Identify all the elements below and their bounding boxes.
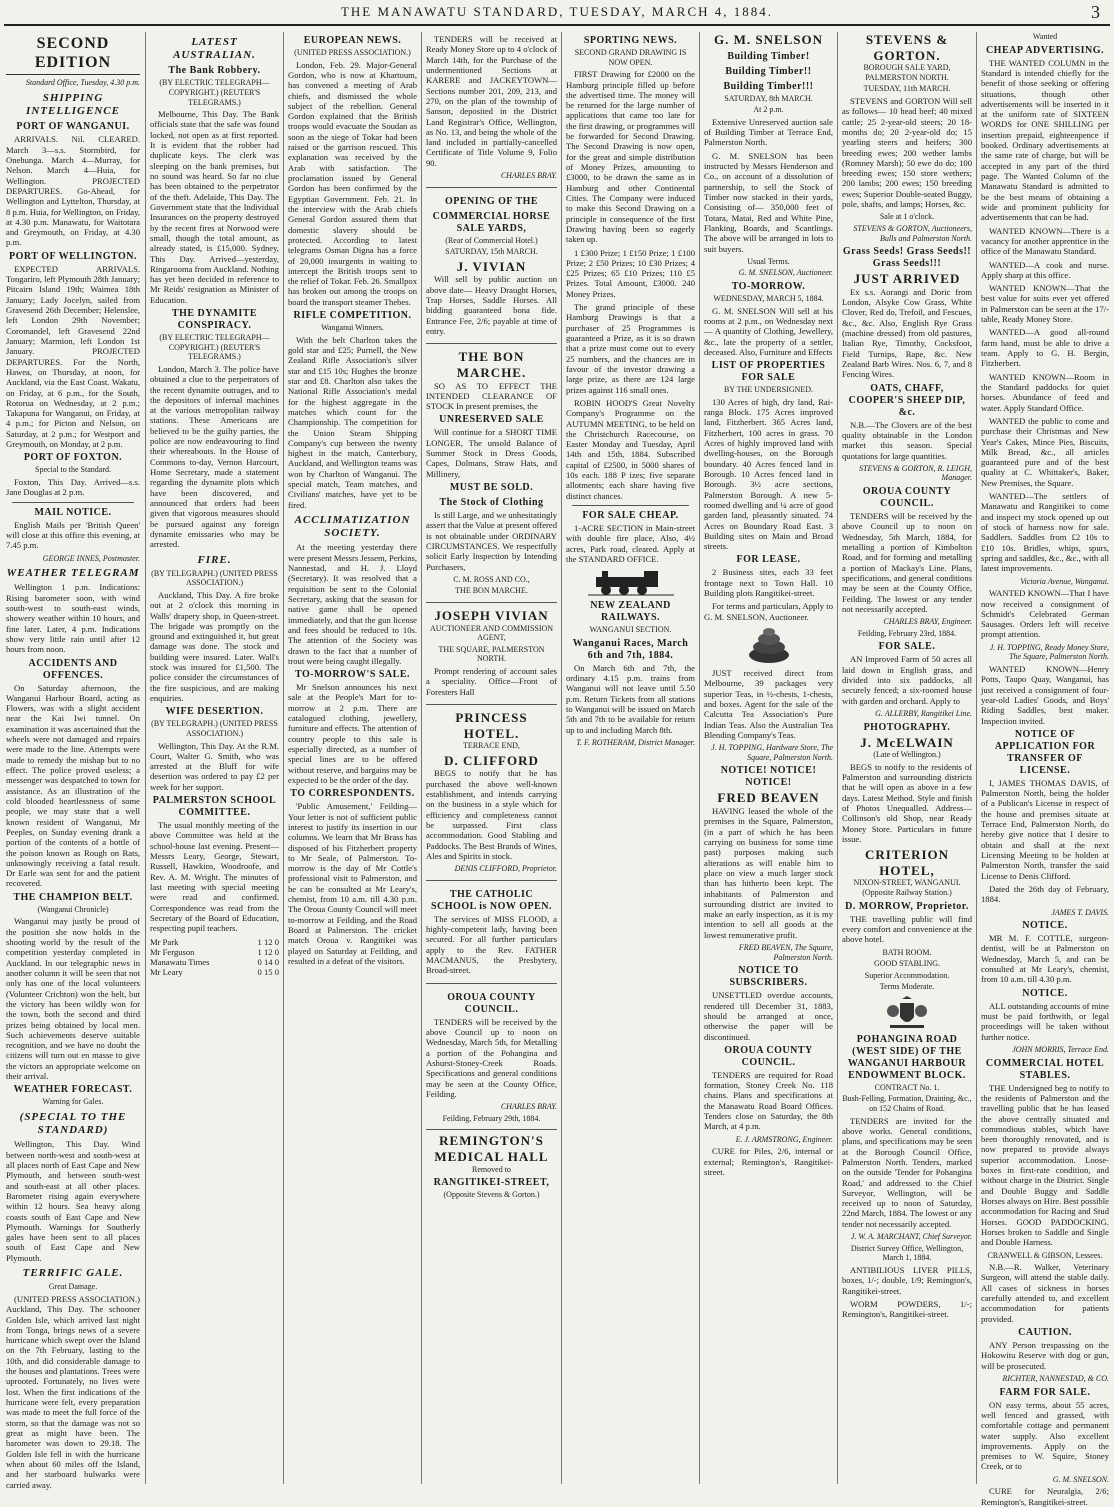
foxton-sub: Special to the Standard. <box>35 465 111 475</box>
wanted-item: WANTED KNOWN—Room in the Standard paddocks for quiet horses. Abundance of feed and water. Apply Standard Office. <box>981 371 1109 413</box>
school-committee-heading: PALMERSTON SCHOOL COMMITTEE. <box>152 795 277 819</box>
accidents-heading: ACCIDENTS AND OFFENCES. <box>28 657 118 681</box>
rifle-sub: Wanganui Winners. <box>321 323 384 333</box>
dynamite-text: London, March 3. The police have obtained a clue to the perpetrators of the recent dynamite outrages, and to the depositors of infernal machines at the various metropolitan railway stations. These Americans are believed to be the guilty parties, the police are now endeavouring to find their whereabouts. In the House of Commons to-day, Vernon Harcourt, Home Secretary, made a statement regarding the dynamite plots which have been discovered, and announced that orders had been given that vigorous measures should be pursued against any foreign dynamite emissaries who may be arrested. <box>150 363 279 550</box>
pohangina-sub: Bush-Felling, Formation, Draining, &c., on 152 Chains of Road. <box>842 1094 972 1114</box>
stevens-gorton-heading: STEVENS & GORTON. <box>865 32 949 63</box>
champion-belt-text: Wanganui may justly be proud of the position she now holds in the shooting world by the result of the competition yesterday completed in Auckland. In our telegraphic news in another column it will be seen that not only has one of the local volunteers (Volunteer Crichton) won the belt, but the victory has been wildly won for the town, both the second and third prizes being obtained by local men. Such achievements deserve suitable recognition, and we have no doubt the citizens will turn out en masse to give the victors an appropriate welcome on their arrival. <box>6 916 140 1082</box>
caution-heading: CAUTION. <box>1018 1327 1072 1339</box>
table-row <box>150 957 279 967</box>
criterion-name: D. MORROW, Proprietor. <box>845 900 969 912</box>
railways-heading: NEW ZEALAND RAILWAYS. <box>590 600 671 624</box>
bon-marche-text: Will continue for a SHORT TIME LONGER, The unsold Balance of Summer Stock in Dress Goods, Capes, Dolmans, Straw Hats, and Millinery, <box>426 427 557 479</box>
cheap-advertising-heading: CHEAP ADVERTISING. <box>985 44 1105 56</box>
mail-notice-text: English Mails per 'British Queen' will close at this office this evening, at 7.45 p.m. <box>6 519 140 551</box>
pohangina-heading: POHANGINA ROAD (WEST SIDE) OF THE WANGANUI HARBOUR ENDOWMENT BLOCK. <box>847 1033 967 1081</box>
criterion-bath: BATH ROOM. <box>882 947 932 957</box>
beaven-heading: FRED BEAVEN <box>717 790 820 806</box>
payment-name: Mr Leary <box>150 967 183 978</box>
locomotive-icon <box>586 567 676 597</box>
remington-street: RANGITIKEI-STREET, <box>433 1177 550 1189</box>
terms-text: Usual Terms. <box>747 256 790 266</box>
cure-piles-text: CURE for Piles, 2/6, internal or external; Remington's, Rangitikei-street. <box>704 1146 833 1177</box>
vivian-text: Prompt rendering of account sales a speciality. Office—Front of Foresters Hall <box>426 666 557 697</box>
catholic-school-text: The services of MISS FLOOD, a highly-competent lady, having been secured. For all further particulars apply to the Rev. FATHER MACMANUS, the Presbytery, Broad-street. <box>426 913 557 976</box>
bon-marche-ad <box>426 347 557 603</box>
railways-text: On March 6th and 7th, the ordinary 4.15 p.m. trains from Wanganui will not leave until 5.50 p.m. Return Tickets from all stations to Wanganui will be issued on March 5th and 7th to be available for return up to and including March 8th. <box>566 662 695 735</box>
horse-sale-ad <box>426 191 557 345</box>
bon-marche-stock-heading: The Stock of Clothing <box>439 497 544 508</box>
beehive-icon <box>744 625 794 665</box>
stevens-gorton-text: STEVENS and GORTON Will sell as follows— 10 head beef; 40 mixed cattle; 25 2-year-old steers; 20 18-months do; 20 2-year-old do; 15 yearling steers and heifers; 300 breeding ewes; 200 wether lambs (Romney Marsh); 50 ewe do do; 100 breeding ewes; 150 store wethers; 200 lambs; 200 ewes; 150 breeding ewes; Superior Double-seated Buggy, pole, shafts, and lamps; Horses, &c. <box>842 95 972 210</box>
column-separator <box>145 32 146 1484</box>
princess-hotel-heading: PRINCESS HOTEL. <box>455 709 528 741</box>
stevens-gorton-time: Sale at 1 o'clock. <box>879 212 935 222</box>
oroua2-text: TENDERS are required for Road formation, Stoney Creek No. 118 chains. Plans and specifications at the Manawatu Road Board Offices. Tenders close on Saturday, the 8th March, at 4 p.m. <box>704 1069 833 1132</box>
tea-text: JUST received direct from Melbourne, 39 packages very superior Teas, in ½-chests, 1-chests, and boxes. Agent for the sale of the Calcutta Tea Association's Pure Indian Teas. Also the Australian Tea Blending Company's Teas. <box>704 668 833 740</box>
tomorrow-sale-heading: TO-MORROW'S SALE. <box>295 669 410 681</box>
masthead-rule <box>4 24 1110 26</box>
notice-cottle-text: MR M. F. COTTLE, surgeon-dentist, will be at Palmerston on Wednesday, March 5, and can be consulted at Mr Leary's, chemist, from 10 a.m. till 4.30 p.m. <box>981 933 1109 985</box>
bon-marche-sale: UNRESERVED SALE <box>439 414 544 426</box>
timber-sub: Building Timber!! <box>725 65 812 77</box>
stables-text: THE Undersigned beg to notify to the residents of Palmerston and the travelling public that he has leased the above centrally situated and commodious stables, which have been thoroughly renovated, and is now prepared to provide always superior accommodation. Loose-boxes in first-rate condition, and without charge in the District. Single and Double Buggy and Saddle Horses always on Hire. Best possible accommodation for Racing and Stud Horses. GOOD PADDOCKING. Horses broken to Saddle and Single and Double Harness. <box>981 1082 1109 1248</box>
subscribers-text: UNSETTLED overdue accounts, rendered till December 31, 1883, should be arranged at once, otherwise the paper will be discontinued. <box>704 990 833 1042</box>
remington-sub: Removed to <box>472 1164 511 1174</box>
horse-opening: OPENING OF THE <box>444 195 539 207</box>
caution-sign: RICHTER, NANNESTAD, & CO. <box>1002 1373 1109 1383</box>
column-1 <box>6 32 140 1490</box>
school-committee-text: The usual monthly meeting of the above Committee was held at the school-house last evening. Present—Messrs Leary, George, Stewart, Russell, Hawkins, Woodroofe, and Rev. A. M. Wright. The minutes of last meeting with special meeting were read and confirmed. Correspondence was read from the Secretary of the Board of Education, respecting pupil teachers. <box>150 820 279 934</box>
mail-notice-heading: MAIL NOTICE. <box>34 506 112 518</box>
railways-sign: T. F. ROTHERAM, District Manager. <box>576 738 695 748</box>
weather-forecast-sub: Warning for Gales. <box>42 1097 104 1107</box>
payment-name: Mr Ferguson <box>150 946 195 957</box>
lease-heading: FOR LEASE. <box>736 554 801 566</box>
accidents-text: On Saturday afternoon, the Wanganui Harbour Board, acting as Flowers, was with a slight accident near the Kai Iwi tunnel. On examination it was ascertained that the wheels were not damaged and repairs were made to the line. Attempts were made to remedy the mishap but to no effect. The police proved useless; a messenger was despatched to town for assistance. As an illustration of the cold blooded heartlessness of some people, we may state that a well known resident of Wanganui, Mr Peeples, on Sunday evening drank a portion of the contents of a bottle of the poison known as Rough on Rats, unknowingly receiving a fatal result. Dr Earle was sent for and the patient recovered. <box>6 682 140 889</box>
wanted-item-sign: Victoria Avenue, Wanganui. <box>1020 576 1109 586</box>
column-7 <box>842 32 972 1484</box>
tomorrow-date: WEDNESDAY, MARCH 5, 1884. <box>713 294 824 304</box>
terrific-gale-sub: Great Damage. <box>48 1282 98 1292</box>
criterion-heading: CRITERION HOTEL, <box>864 847 950 878</box>
stevens-gorton-sign: STEVENS & GORTON, Auctioneers, Bulls and Palmerston North. <box>853 224 972 243</box>
column-8 <box>981 32 1109 1507</box>
horse-auctioneer: J. VIVIAN <box>456 258 527 274</box>
column-separator <box>561 32 562 1484</box>
tomorrow-heading: TO-MORROW. <box>731 281 806 293</box>
wife-desertion-sub: (BY TELEGRAPH.) (UNITED PRESS ASSOCIATION.) <box>151 719 278 738</box>
pohangina-contract: CONTRACT No. 1. <box>874 1082 940 1092</box>
oroua-council-date: Feilding, February 29th, 1884. <box>442 1113 541 1123</box>
masthead-title: THE MANAWATU STANDARD, TUESDAY, MARCH 4, 1884. <box>340 4 774 19</box>
bon-marche-sign1: C. M. ROSS AND CO., <box>453 574 530 584</box>
pohangina-text: TENDERS are invited for the above works. General conditions, plans, and specifications may be seen at the Borough Council Office, Palmerston North. Tenders, marked on the outside 'Tender for Pohangina Road,' and addressed to the Chief Surveyor, Wellington, will be received up to noon of Saturday, 22nd March, 1884. The lowest or any tender not necessarily accepted. <box>842 1115 972 1229</box>
photography-name: J. McELWAIN <box>860 734 954 750</box>
column-separator <box>699 32 700 1484</box>
bank-robbery-heading: The Bank Robbery. <box>168 65 261 77</box>
horse-sale-heading: COMMERCIAL HORSE SALE YARDS, <box>432 210 551 234</box>
timber-text: Extensive Unreserved auction sale of Building Timber at Terrace End, Palmerston North. <box>704 116 833 148</box>
railways-sub: WANGANUI SECTION. <box>589 625 672 635</box>
horse-sale-sub: (Rear of Commercial Hotel.) <box>445 235 538 245</box>
sporting-text: FIRST Drawing for £2000 on the Hamburg principle filled up before the advertised time. The money will be returned for the large number of applications that came too late for the first drawing, or programmes will be forwarded for Second Drawing. The Second Drawing is now open, for the great and simple distribution of Money Prizes, amounting to £3000, to be drawn the same as in Hamburg and other Continental Cities. The Company were induced to make this Second Drawing on a principle in consequence of the first Drawing having been so eagerly taken up. <box>566 69 695 245</box>
remington-ad <box>426 1133 557 1199</box>
champion-belt-sub: (Wanganui Chronicle) <box>37 904 109 914</box>
wanganui-port-heading: PORT OF WANGANUI. <box>16 121 130 133</box>
lease-sign: For terms and particulars, Apply to G. M. SNELSON, Auctioneer. <box>704 601 833 622</box>
payment-amount: 1 12 0 <box>257 936 279 947</box>
oroua-council-text: TENDERS will be received by the above Council up to noon on Wednesday, March 5th, for Metalling a portion of the Pohangina and Ashurst-Stoney-Creek Roads. Specifications and general conditions may be seen at the County Office, Feilding. <box>426 1016 557 1099</box>
for-sale-text: AN Improved Farm of 50 acres all laid down in English grass, and divided into six paddocks, all securely fenced; a six-roomed house with garden and orchard. Apply to <box>842 654 972 706</box>
gms-text: G. M. SNELSON has been instructed by Messrs Henderson and Co., on account of a dissolution of partnership, to sell the Stock of Timber now stacked in their yards, Consisting of— 350,000 feet of Totara, Matai, Red and White Pine, Flanking, Boards, and Scantlings. The above will be arranged in lots to suit buyers. <box>704 150 833 254</box>
princess-hotel-sign: DENIS CLIFFORD, Proprietor. <box>454 864 557 874</box>
wellington-port-heading: PORT OF WELLINGTON. <box>9 250 137 262</box>
princess-hotel-text: BEGS to notify that he has purchased the above well-known establishment, and intends carrying on the business in a style which for efficiency and completeness cannot be surpassed. First class accommodation. Good Stabling and Paddocks. The Best Brands of Wines, Ales and Spirits in stock. <box>426 768 557 861</box>
fire-text: Auckland, This Day. A fire broke out at 2 o'clock this morning in Walls' drapery shop, in Queen-street. The brigade was promptly on the ground and extinguished it, but great damage was done. The stock and building were insured. Later. Wall's stock was insured for £1,500. The police consider the circumstances of the fire suspicious, and are making enquiries. <box>150 589 279 703</box>
weather-telegram-text: Wellington 1 p.m. Indications: Rising barometer soon, with wind south-west to south-east winds, showery weather within 10 hours, and fine later. Later, 4 p.m. Indications show very little rain until after 12 hours from noon. <box>6 582 140 655</box>
remington-addr: (Opposite Stevens & Gorton.) <box>443 1190 540 1200</box>
oroua2-heading: OROUA COUNTY COUNCIL. <box>724 1044 813 1068</box>
grass-seeds-heading: Grass Seeds! Grass Seeds!! Grass Seeds!!! <box>842 246 972 270</box>
for-sale-cheap-text: 1-ACRE SECTION in Main-street with double fire place, Also, 4½ acres, Park road, cleared. Apply at the STANDARD OFFICE. <box>566 523 695 564</box>
fire-sub: (BY TELEGRAPH.) (UNITED PRESS ASSOCIATION.) <box>151 568 278 588</box>
acclimatization-text: At the meeting yesterday there were present Messrs Jessem, Perkins, Nannestad, and H. J. Lloyd (Secretary). It was resolved that a requisition be sent to the Colonial Secretary, asking that the season for native game shall be opened immediately, and that the gun license and fees should be reduced to 10s. The attention of the Society was drawn to the fact that a number of trout were being caught illegally. <box>288 542 417 666</box>
mail-notice-sign: GEORGE INNES, Postmaster. <box>42 553 140 563</box>
catholic-school-ad <box>426 884 557 984</box>
tenders-sign: CHARLES BRAY. <box>500 171 557 181</box>
weather-forecast-text: Wellington, This Day. Wind between north-west and south-west at all places north of East Cape and New Plymouth, and between south-west and south-east at all other places. Barometer rising again everywhere within 12 hours. Sea heavy along coasts south of East Cape and New Plymouth. Warnings for Southerly gales have been sent to all places south of East Cape and New Plymouth. <box>6 1139 140 1263</box>
column-4 <box>426 32 557 1484</box>
payment-name: Mr Park <box>150 936 179 947</box>
properties-heading: LIST OF PROPERTIES FOR SALE <box>711 360 826 384</box>
wife-desertion-text: Wellington, This Day. At the R.M. Court, Walter G. Smith, who was arrested at the Bluff for wife desertion was ordered to pay £2 per week for her support. <box>150 740 279 792</box>
tenders-text: TENDERS will be received at Ready Money Store up to 4 o'clock of March 14th, for the Purchase of the undermentioned Sections at KARERE and JACKEYTOWN—Sections number 201, 209, 213, and 270, on the plan of the township of Sanson, deposited in the District Land Registrar's Office, Wellington, as No. 13, and being the whole of the land included in partially-cancelled Certificate of Title Volume 9, Folio 90. <box>426 34 557 168</box>
stevens-gorton-date: TUESDAY, 11th MARCH. <box>863 84 951 94</box>
sporting-text-2: The grand principle of these Hamburg Drawings is that a purchaser of 25 Programmes is guaranteed a Prize, as it is so drawn that a prize must come out to every 25 numbers, and the chances are in favour of the investor drawing a large prize, as there are 124 large prizes against 116 small ones. <box>566 302 695 395</box>
notice-cottle-heading: NOTICE. <box>1022 920 1068 932</box>
table-row <box>150 937 279 947</box>
oroua-council-heading: OROUA COUNTY COUNCIL. <box>447 991 536 1015</box>
page-number: 3 <box>1091 2 1100 22</box>
table-row <box>150 967 279 977</box>
timber-sub2: Building Timber!!! <box>723 80 814 92</box>
bon-marche-sign2: THE BON MARCHE. <box>455 586 528 596</box>
notice-morris-sign: JOHN MORRIS, Terrace End. <box>1012 1044 1109 1054</box>
oroua-council-sign-2: CHARLES BRAY, Engineer. <box>883 617 972 627</box>
snelson-heading: G. M. SNELSON <box>713 32 824 47</box>
criterion-terms: Terms Moderate. <box>879 982 935 992</box>
properties-text: 130 Acres of high, dry land, Rai-ranga Block. 175 Acres improved land, Fitzherbert. 365 Acres land, Fitzherbert, 100 acres in grass. 70 Acres of highly improved land with dwelling-houses, on the Borough boundary. 40 Acres fenced land in Borough. 10 Acres fenced land in Borough. 3½ acre sections, Palmerston Borough. A new 5-roomed dwelling and ¼ acre of good garden land, pleasantly situated. 74 Acres on Boundary Road East. 3 Building sites on Main and Broad streets. <box>704 396 833 552</box>
topping-sign: J. H. TOPPING, Hardware Store, The Square, Palmerston North. <box>711 743 833 762</box>
wanted-item: WANTED KNOWN—That I have now received a consignment of Schmidt's Celebrated German Sausages. Orders left will receive prompt attention. <box>981 588 1109 640</box>
timber-time: At 2 p.m. <box>753 105 784 115</box>
wanted-item: WANTED the public to come and purchase their Christmas and New Year's Cakes, Mince Pies, Biscuits, Milk Bread, &c., all articles guaranteed pure and of the best quality at C. Whittaker's, Baker, New Premises, the Square. <box>981 415 1109 488</box>
clover-sign: STEVENS & GORTON, R. LEIGH, Manager. <box>859 463 972 483</box>
horse-sale-text: Will sell by public auction on above date— Heavy Draught Horses, Trap Horses, Saddle Horses. All bidding guaranteed bona fide. Entrance Fee, 2/6; payable at time of entry. <box>426 274 557 336</box>
correspondents-heading: TO CORRESPONDENTS. <box>290 788 415 800</box>
cheap-top: Wanted <box>1032 32 1058 41</box>
license-heading: NOTICE OF APPLICATION FOR TRANSFER OF LICENSE. <box>994 728 1096 776</box>
divider <box>12 502 134 503</box>
shipping-heading: SHIPPING INTELLIGENCE <box>26 91 120 118</box>
railways-event: Wanganui Races, March 6th and 7th, 1884. <box>572 637 689 661</box>
payment-name: Manawatu Times <box>150 957 210 968</box>
remington-heading: REMINGTON'S MEDICAL HALL <box>434 1133 549 1164</box>
edition-heading: SECOND EDITION <box>6 34 140 75</box>
oroua-council-date-2: Feilding, February 23rd, 1884. <box>857 628 957 638</box>
column-separator <box>976 32 977 1484</box>
tenders-ad <box>426 32 557 188</box>
license-sign: JAMES T. DAVIS. <box>1051 907 1109 917</box>
latest-australian-heading: LATEST AUSTRALIAN. <box>173 36 256 62</box>
notice-heading: NOTICE! NOTICE! NOTICE! <box>720 765 817 789</box>
cure-neuralgia-text: CURE for Neuralgia, 2/6; Remington's, Rangitikei-street. <box>981 1486 1109 1507</box>
notice-morris-heading: NOTICE. <box>1022 987 1068 999</box>
vivian-title: AUCTIONEER AND COMMISSION AGENT, <box>429 623 554 643</box>
bank-robbery-text: Melbourne, This Day. The Bank officials state that the safe was found locked, not open as at first reported. It is evident that the robber had duplicate keys. The clerk was sleeping on the bank premises, but no sound was heard. So far no clue has been obtained to the perpetrator of the theft. Adelaide, This Day. The Government state that the Individual Insurances on the property destroyed by the recent fires at Norwood were small, though the total amount, as already stated, is £15,000. Sydney, This Day. Arrived—yesterday, Ringarooma from Auckland. Nothing has yet been decided in reference to Mr Reids' resignation as Minister of Education. <box>150 109 279 305</box>
stables-heading: COMMERCIAL HOTEL STABLES. <box>985 1057 1105 1081</box>
column-separator <box>837 32 838 1484</box>
vivian-ad <box>426 606 557 705</box>
weather-forecast-heading: WEATHER FORECAST. <box>13 1084 133 1096</box>
dynamite-sub: (BY ELECTRIC TELEGRAPH—COPYRIGHT.) (REUTER'S TELEGRAMS.) <box>159 333 270 362</box>
timber-heading: Building Timber! <box>727 50 810 62</box>
wellington-port-text: EXPECTED ARRIVALS. Tongariro, left Plymouth 28th January; Pitcairn Island 19th; Waimea 18th January; Lady Jocelyn, sailed from Gravesend 26th December; Helenslee, left London 29th November; Coromandel, left Gravesend 22nd January; Marmion, left London 1st January. PROJECTED DEPARTURES. For the North, Hawea, on Thursday, at noon, for Auckland, via the East Coast. Wakatu, on Friday, at 6 p.m., for the South, Rotorua on Wednesday, at 2 p.m.; Takapuna for Wanganui, on Friday, at 4 p.m.; for Picton and Nelson, on Saturday, at 2 p.m.; for Westport and Greymouth, on Monday, at 2 p.m. <box>6 263 140 450</box>
farm-heading: FARM FOR SALE. <box>999 1386 1091 1398</box>
princess-hotel-name: D. CLIFFORD <box>444 752 539 768</box>
masthead <box>0 0 1114 26</box>
column-separator <box>283 32 284 1484</box>
terrific-gale-heading: TERRIFIC GALE. <box>22 1267 124 1280</box>
vivian-name: JOSEPH VIVIAN <box>434 608 549 624</box>
just-arrived-heading: JUST ARRIVED <box>853 271 961 287</box>
farm-sign: G. M. SNELSON. <box>1052 1474 1109 1484</box>
for-sale-heading: FOR SALE. <box>878 641 936 653</box>
column-6 <box>704 32 833 1484</box>
correspondents-text: 'Public Amusement,' Feilding—Your letter is not of sufficient public interest to justify its insertion in our columns. We learn that Mr Brass has disposed of his Fitzherbert property to Mr Seale, of Palmerston. To-morrow is the day of Mr Cottle's professional visit to Palmerston, and he can be consulted at Mr Leary's, chemist, from 10 a.m. till 4.30 p.m. The Oroua County Council will meet to-morrow at Feilding, and the Road Board at Palmerston. The cricket match Oroua v. Rangitikei was played on Saturday at Feilding, and resulted in a defeat of the visitors. <box>288 801 417 966</box>
catholic-school-heading: THE CATHOLIC SCHOOL is NOW OPEN. <box>430 888 552 912</box>
wanted-item: WANTED—A good all-round farm hand, must be able to drive a team. Apply to G. H. Bergin, Fitzherbert. <box>981 327 1109 369</box>
pohangina-sign: J. W. A. MARCHANT, Chief Surveyor. <box>850 1232 972 1242</box>
photography-heading: PHOTOGRAPHY. <box>863 721 951 733</box>
wanganui-port-text: ARRIVALS. Nil. CLEARED. March 3—s.s. Stormbird, for Onehunga. March 4—Murray, for Nelson. March 4—Huia, for Wellington. PROJECTED DEPARTURES. Go-Ahead, for Wellington and Lyttelton, Thursday, at 8 p.m. Huia, for Wellington, on Friday, at 4.30 p.m. Manawatu, for Waitotara and Greymouth, on Friday, at 4.30 p.m. <box>6 134 140 248</box>
robin-hood-text: ROBIN HOOD'S Great Novelty Company's Programme on the AUTUMN MEETING, to be held on the Christchurch Racecourse, on Easter Monday and Tuesday, April 14th and 15th, 1884. Subscribed capital of £2500, in 5000 shares of 10s each. 188 P izes; five separate allotments; each share having five distinct chances. <box>566 397 695 501</box>
gms2-text: G. M. SNELSON Will sell at his rooms at 2 p.m., on Wednesday next— A quantity of Clothing, Jewellery, &c., late the property of a settler, deceased. Also, Furniture and Effects <box>704 305 833 357</box>
stables-nb: N.B.—R. Walker, Veterinary Surgeon, will attend the stable daily. All cases of sickness in horses carefully attended to, and excellent accommodation for patients provided. <box>981 1262 1109 1324</box>
payments-table <box>150 937 279 978</box>
vivian-addr: THE SQUARE, PALMERSTON NORTH. <box>438 644 545 664</box>
weather-telegram-heading: WEATHER TELEGRAM <box>6 567 140 580</box>
for-sale-cheap-heading: FOR SALE CHEAP. <box>582 510 679 521</box>
princess-hotel-ad <box>426 708 557 881</box>
weather-forecast-sub2: (SPECIAL TO THE STANDARD) <box>19 1110 127 1137</box>
photography-sub: (Late of Wellington.) <box>873 750 941 760</box>
column-separator <box>421 32 422 1484</box>
beaven-sign: FRED BEAVEN, The Square, Palmerston North. <box>738 943 833 962</box>
acclimatization-heading: ACCLIMATIZATION SOCIETY. <box>294 514 411 540</box>
clover-text: N.B.—The Clovers are of the best quality obtainable in the London market this season. Special quotations for large quantities. <box>842 419 972 461</box>
subscribers-heading: NOTICE TO SUBSCRIBERS. <box>729 965 808 989</box>
beaven-text: HAVING leased the whole of the premises in the Square, Palmerston, (in a part of which he has been carrying on business for some time past) purposes making such alterations as will enable him to place on view a much larger stock than has hitherto been kept. The inhabitants of Palmerston and surrounding district are invited to make an early inspection, as it is my intention to sell all goods at the lowest remunerative profit. <box>704 806 833 940</box>
criterion-stabling: GOOD STABLING. <box>873 959 941 969</box>
champion-belt-heading: THE CHAMPION BELT. <box>13 891 133 903</box>
table-row <box>150 947 279 957</box>
properties-sub: BY THE UNDERSIGNED. <box>723 385 814 395</box>
wanted-item: WANTED KNOWN—That the best value for suits ever yet offered in Palmerston can be seen at the 17/- table, Ready Money Store. <box>981 283 1109 325</box>
license-text: I, JAMES THOMAS DAVIS, of Palmerston North, being the holder of a Publican's License in respect of the house and premises situate at Terrace End, Palmerston North, do hereby give notice that I desire to obtain and shall at the next Licensing Meeting to be holden at Palmerston North, transfer the said License to Denis Clifford. <box>981 777 1109 881</box>
tomorrow-sale-text: Mr Snelson announces his next sale at the People's Mart for to-morrow at 2 p.m. There are catalogued clothing, jewellery, furniture and effects. The attention of country people to this sale is especially directed, as a number of special lines are to be offered without reserve, and bargains may be expected to be the order of the day. <box>288 682 417 785</box>
just-arrived-text: Ex s.s. Aorangi and Doric from London, Alsyke Cow Grass, White Clover, Red do, Trefoil, and Fescues, &c., &c. Also, English Rye Grass (machine dressed) from old pastures, Italian Rye, Timothy, Cocksfoot, Field Turnips, Rape, &c. New Zealand Barb Wires. Nos. 6, 7, and 8 Fencing Wires. <box>842 286 972 380</box>
criterion-sub: NIXON-STREET, WANGANUI. (Opposite Railway Station.) <box>853 878 961 897</box>
sporting-heading: SPORTING NEWS. <box>583 35 678 46</box>
payment-amount: 1 12 0 <box>257 946 279 957</box>
european-news-heading: EUROPEAN NEWS. <box>303 35 402 46</box>
dynamite-heading: THE DYNAMITE CONSPIRACY. <box>171 308 258 332</box>
foxton-text: Foxton, This Day. Arrived—s.s. Jane Douglas at 2 p.m. <box>6 477 140 498</box>
wife-desertion-heading: WIFE DESERTION. <box>165 706 264 718</box>
oroua2-sign: E. J. ARMSTRONG, Engineer. <box>735 1134 833 1144</box>
criterion-text: THE travelling public will find every comfort and convenience at the above hotel. <box>842 913 972 945</box>
sporting-sub: SECOND GRAND DRAWING IS NOW OPEN. <box>574 48 687 67</box>
column-3 <box>288 32 417 1484</box>
european-news-text: London, Feb. 29. Major-General Gordon, who is now at Khartoum, has convened a meeting of Arab chiefs, and dismissed the whole subject of the rebellion. General Gordon explained that the British troops would evacuate the Soudan as soon as the siege of Tokar had been raised or the garrison rescued. This explanation was received by the Arab with satisfaction. The proclamation issued by General Gordon has been confirmed by the Egyptian Government. Feb. 21. In the interview with the Arab chiefs General Gordon assured them that domestic slavery should be protected. According to latest telegrams Osman Digna has a force of 20,000 insurgents in waiting to intercept the British troops sent to the relief of Tokar. Feb. 26. Smallpox has broken out among the troops on board the transport steamer Thebes. <box>288 59 417 307</box>
bank-robbery-sub: (BY ELECTRIC TELEGRAPH—COPYRIGHT.) (REUTER'S TELEGRAMS.) <box>159 78 270 107</box>
prizes-text: 1 £300 Prize; 1 £150 Prize; 1 £100 Prize; 2 £50 Prizes; 10 £30 Prizes; 4 £25 Prizes; 65 £10 Prizes; 110 £5 Prizes. Total Amount, £3000. 240 Money Prizes. <box>566 247 695 299</box>
fire-heading: FIRE. <box>197 553 232 566</box>
oroua-council-ad <box>426 987 557 1131</box>
pohangina-office: District Survey Office, Wellington, March 1, 1884. <box>850 1243 964 1263</box>
divider <box>572 505 689 506</box>
wanted-item-sign: J. H. TOPPING, Ready Money Store, The Square, Palmerston North. <box>989 642 1109 662</box>
timber-date: SATURDAY, 8th MARCH. <box>724 93 813 103</box>
bon-marche-heading: THE BON MARCHE. <box>456 349 527 380</box>
worm-powders-text: WORM POWDERS, 1/-; Remington's, Rangitikei-street. <box>842 1298 972 1320</box>
bon-marche-intro: SO AS TO EFFECT THE INTENDED CLEARANCE OF STOCK In present premises, the <box>426 380 557 412</box>
license-date: Dated the 26th day of February, 1884. <box>981 883 1109 905</box>
wanted-item: WANTED—A cook and nurse. Apply sharp at this office. <box>981 259 1109 280</box>
criterion-accommodation: Superior Accommodation. <box>864 970 950 980</box>
column-5 <box>566 32 695 1484</box>
cheap-advertising-text: THE WANTED COLUMN in the Standard is intended chiefly for the benefit of those seeking or offering situations, though other advertisements will be inserted in it at the uniform rate of SIXTEEN WORDS for ONE SHILLING per insertion prepaid, eighteenpence if booked. Ordinary advertisements at the same rate of charge, but will be accepted in any part of the third page. The Wanted Column of the Manawatu Standard is admitted to be the best means of obtaining a wide and prominent publicity for advertisements that can be had. <box>981 57 1109 223</box>
caution-text: ANY Person trespassing on the Hokowitu Reserve with dog or gun, will be prosecuted. <box>981 1340 1109 1371</box>
photography-text: BEGS to notify to the residents of Palmerston and surrounding districts that he will open as above in a few days. Latest Method. Style and finish of Photos Unequalled. Address— Collinson's old Shop, near Ready Money Store. Particulars in future issue. <box>842 761 972 844</box>
lease-text: 2 Business sites, each 33 feet frontage next to Town Hall. 10 Building plots Rangitikei-street. <box>704 567 833 599</box>
payment-amount: 0 15 0 <box>257 967 279 978</box>
oroua-council-sign: CHARLES BRAY. <box>500 1102 557 1112</box>
foxton-port-heading: PORT OF FOXTON. <box>23 452 123 464</box>
bon-marche-stock-text: Is still Large, and we unhesitatingly assert that the Value at present offered is not obtainable under ORDINARY CIRCUMSTANCES. We respectfully solicit Early Inspection by Intending Purchasers, <box>426 510 557 572</box>
rifle-text: With the belt Charlton takes the gold star and £25; Purnell, the New Zealand Rifle Association's silver star and £15 10s; Hughes the bronze star and £8. Charlton also takes the National Rifle Association's medal for the highest aggregate in the matches which count for the Championship. The competition for the Union Steam Shipping Company's cup between the twenty highest in the match, Canterbury, Auckland, and Wellington teams was won by Charlton of Wanganui. The special match, Team matches, and Civilians' matches, have yet to be fired. <box>288 334 417 510</box>
payment-amount: 0 14 0 <box>257 957 279 968</box>
stevens-gorton-sub: BOROUGH SALE YARD, PALMERSTON NORTH. <box>863 63 951 82</box>
edition-dateline: Standard Office, Tuesday, 4.30 p.m. <box>25 78 140 88</box>
oats-heading: OATS, CHAFF, COOPER'S SHEEP DIP, &c. <box>848 382 966 418</box>
for-sale-sign: G. ALLERBY, Rangitikei Line. <box>875 708 972 718</box>
oroua-council-text-2: TENDERS will be received by the above Council up to noon on Wednesday, 5th March, 1884, for metalling a portion of Kimbolton Road, and for forming and metalling a portion of Mackay's Line. Plans, specifications, and general conditions may be seen at the County Office, Feilding. The lowest or any tender not necessarily accepted. <box>842 511 972 614</box>
wanted-item: WANTED KNOWN—Henry Potts, Taupo Quay, Wanganui, has just received a consignment of four-year-old Ladies' Goods, and Boys' Riding Saddles, best maker. Inspection invited. <box>981 663 1109 726</box>
liver-pills-text: ANTIBILIOUS LIVER PILLS, boxes, 1/-; double, 1/9; Remington's, Rangitikei-street. <box>842 1264 972 1296</box>
oroua-council-heading-2: OROUA COUNTY COUNCIL. <box>862 486 952 510</box>
notice-morris-text: ALL outstanding accounts of mine must be paid forthwith, or legal proceedings will be taken without further notice. <box>981 1000 1109 1042</box>
european-news-sub: (UNITED PRESS ASSOCIATION.) <box>294 48 411 57</box>
stables-sign: CRANWELL & GIBSON, Lessees. <box>987 1250 1103 1260</box>
snelson-sign: G. M. SNELSON, Auctioneer. <box>738 268 833 278</box>
princess-hotel-sub: TERRACE END, <box>463 741 520 751</box>
wanted-item: WANTED—The settlers of Manawatu and Rangitikei to come and inspect my stock opened up out of stock of harness now for sale. Saddlers. Saddles from £2 10s to £10 10s. Bridles, whips, spurs, spring and saddles, &c., &c., with all latest improvements. <box>981 491 1109 574</box>
wanted-item: WANTED KNOWN—There is a vacancy for another apprentice in the office of the Manawatu Standard. <box>981 225 1109 257</box>
column-2 <box>150 32 279 1484</box>
horse-sale-date: SATURDAY, 15th MARCH. <box>445 247 538 257</box>
royal-arms-icon <box>882 995 932 1031</box>
farm-text: ON easy terms, about 55 acres, well fenced and grassed, with comfortable cottage and permanent water supply. Also excellent improvements. Apply on the premises to W. Squire, Stoney Creek, or to <box>981 1399 1109 1472</box>
rifle-heading: RIFLE COMPETITION. <box>293 310 412 322</box>
bon-marche-must: MUST BE SOLD. <box>449 482 534 493</box>
terrific-gale-text: (UNITED PRESS ASSOCIATION.) Auckland, This Day. The schooner Golden Isle, which arrived last night from Tonga, brings news of a severe hurricane which swept over the Island on the 7th February, lasting to the 10th, and did considerable damage to the houses and plantations. Trees were uprooted. Fortunately, no lives were lost. When the first indications of the hurricane were felt, every preparation was made to meet the full force of the storm, so that the damage was not so great as might have been. The barometer was down to 29.18. The Golden Isle fell in with the hurricane when about 60 miles off the Island, and her starboard bulwarks were carried away. <box>6 1293 140 1490</box>
